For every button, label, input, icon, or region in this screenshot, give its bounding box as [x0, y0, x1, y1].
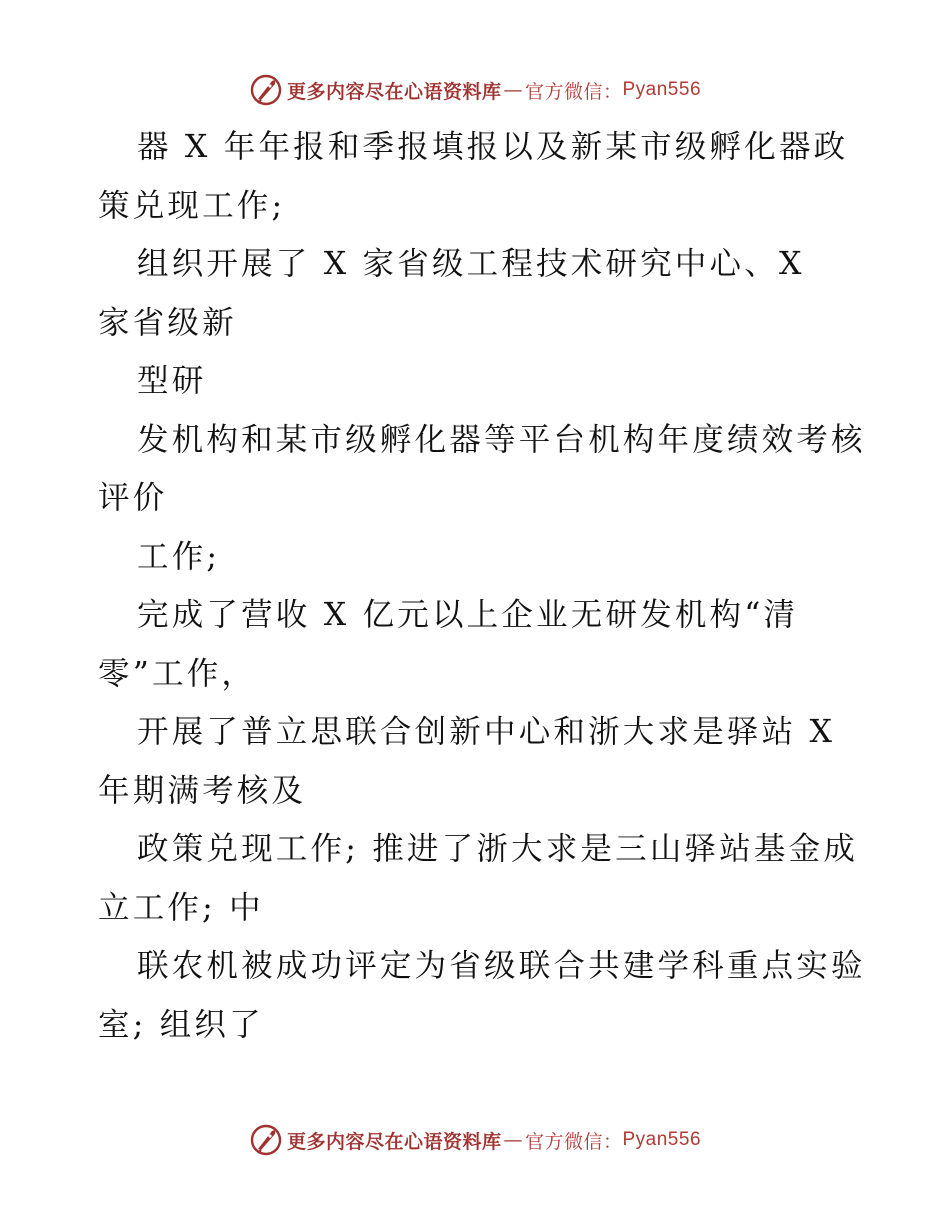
header-banner [0, 70, 950, 110]
text-line: 开展了普立思联合创新中心和浙大求是驿站 X [137, 714, 836, 750]
quill-pen-in-circle-icon [249, 1123, 283, 1157]
text-line: 工作; [137, 538, 221, 575]
wechat-label: 官方微信： [524, 1130, 623, 1153]
text-line: 器 X 年年报和季报填报以及新某市级孵化器政 [137, 129, 849, 165]
wechat-label: 官方微信： [524, 80, 623, 103]
text-line: 发机构和某市级孵化器等平台机构年度绩效考核 [137, 421, 866, 458]
text-line: 评价 [98, 480, 168, 516]
site-name: 更多内容尽在心语资料库 [286, 1130, 502, 1153]
text-line: 零”工作， [98, 655, 257, 692]
text-line: 联农机被成功评定为省级联合共建学科重点实验 [137, 948, 866, 984]
site-name: 更多内容尽在心语资料库 [286, 80, 502, 103]
text-line: 室; 组织了 [98, 1006, 264, 1043]
text-line: 策兑现工作; [98, 187, 286, 224]
wechat-id: Pyan556 [622, 1129, 702, 1150]
separator-dash: — [503, 79, 523, 101]
footer-banner [0, 1120, 950, 1160]
text-line: 组织开展了 X 家省级工程技术研究中心、X [137, 246, 805, 282]
text-line: 型研 [137, 363, 207, 399]
text-line: 完成了营收 X 亿元以上企业无研发机构“清 [137, 597, 799, 633]
separator-dash: — [503, 1129, 523, 1151]
text-line: 政策兑现工作; 推进了浙大求是三山驿站基金成 [137, 831, 859, 867]
text-line: 立工作; 中 [98, 889, 264, 926]
text-line: 家省级新 [98, 304, 237, 341]
wechat-id: Pyan556 [622, 79, 702, 100]
text-line: 年期满考核及 [98, 772, 307, 809]
document-body [98, 118, 878, 1054]
quill-pen-in-circle-icon [249, 73, 283, 107]
